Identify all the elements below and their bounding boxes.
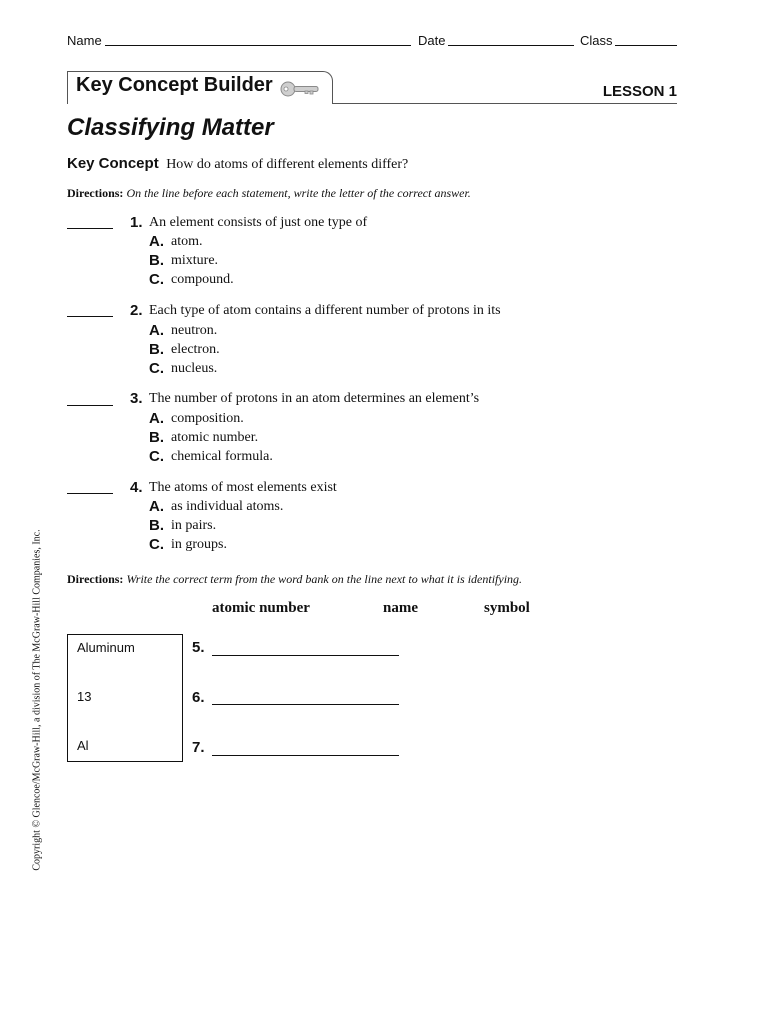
key-concept-question: How do atoms of different elements differ? — [166, 157, 409, 172]
question-number: 4. — [130, 479, 143, 496]
option-letter: A. — [149, 233, 164, 250]
directions-1-text: On the line before each statement, write the letter of the correct answer. — [126, 186, 471, 200]
option-text: chemical formula. — [171, 449, 273, 464]
box-item-number: 13 — [77, 689, 92, 704]
word-bank-term: name — [383, 600, 418, 616]
key-concept-label: Key Concept — [67, 155, 159, 172]
box-item-name: Aluminum — [77, 640, 135, 655]
option-text: atomic number. — [171, 430, 259, 445]
option-letter: B. — [149, 252, 164, 269]
option-text: in groups. — [171, 537, 227, 552]
option-letter: A. — [149, 498, 164, 515]
answer-blank-4[interactable] — [67, 493, 113, 494]
fill-number: 6. — [192, 689, 205, 706]
option-text: atom. — [171, 234, 203, 249]
option-letter: C. — [149, 360, 164, 377]
question-number: 1. — [130, 214, 143, 231]
answer-blank-3[interactable] — [67, 405, 113, 406]
option-letter: B. — [149, 429, 164, 446]
answer-blank-1[interactable] — [67, 228, 113, 229]
option-text: neutron. — [171, 323, 218, 338]
option-letter: B. — [149, 517, 164, 534]
name-label: Name — [67, 33, 102, 48]
date-field[interactable] — [448, 45, 574, 46]
word-bank-term: atomic number — [212, 600, 310, 616]
fill-line-6[interactable] — [212, 704, 399, 705]
class-label: Class — [580, 33, 613, 48]
question-number: 3. — [130, 390, 143, 407]
name-field[interactable] — [105, 45, 411, 46]
directions-2 — [67, 572, 522, 587]
option-text: mixture. — [171, 253, 219, 268]
directions-1-label: Directions: — [67, 186, 124, 200]
option-text: in pairs. — [171, 518, 217, 533]
fill-number: 7. — [192, 739, 205, 756]
fill-line-7[interactable] — [212, 755, 399, 756]
question-text: The atoms of most elements exist — [149, 480, 337, 495]
class-field[interactable] — [615, 45, 677, 46]
option-letter: C. — [149, 536, 164, 553]
option-letter: A. — [149, 322, 164, 339]
question-number: 2. — [130, 302, 143, 319]
question-text: An element consists of just one type of — [149, 215, 368, 230]
option-letter: A. — [149, 410, 164, 427]
directions-2-text: Write the correct term from the word bank on the line next to what it is identifying. — [126, 572, 523, 586]
fill-number: 5. — [192, 639, 205, 656]
directions-2-label: Directions: — [67, 572, 124, 586]
answer-blank-2[interactable] — [67, 316, 113, 317]
fill-line-5[interactable] — [212, 655, 399, 656]
question-text: The number of protons in an atom determines an element’s — [149, 391, 480, 406]
box-item-symbol: Al — [77, 738, 89, 753]
option-text: nucleus. — [171, 361, 218, 376]
option-letter: B. — [149, 341, 164, 358]
page-title: Classifying Matter — [67, 114, 274, 141]
banner-title: Key Concept Builder — [76, 74, 273, 96]
directions-1 — [67, 186, 471, 201]
word-bank-term: symbol — [484, 600, 530, 616]
option-text: electron. — [171, 342, 220, 357]
option-letter: C. — [149, 448, 164, 465]
key-concept — [67, 155, 408, 173]
option-text: composition. — [171, 411, 244, 426]
lesson-label: LESSON 1 — [602, 83, 677, 100]
copyright-notice: Copyright © Glencoe/McGraw-Hill, a division of The McGraw-Hill Companies, Inc. — [31, 529, 43, 871]
date-label: Date — [418, 33, 446, 48]
option-text: as individual atoms. — [171, 499, 284, 514]
question-text: Each type of atom contains a different number of protons in its — [149, 303, 501, 318]
key-icon — [280, 79, 320, 99]
option-text: compound. — [171, 272, 234, 287]
option-letter: C. — [149, 271, 164, 288]
